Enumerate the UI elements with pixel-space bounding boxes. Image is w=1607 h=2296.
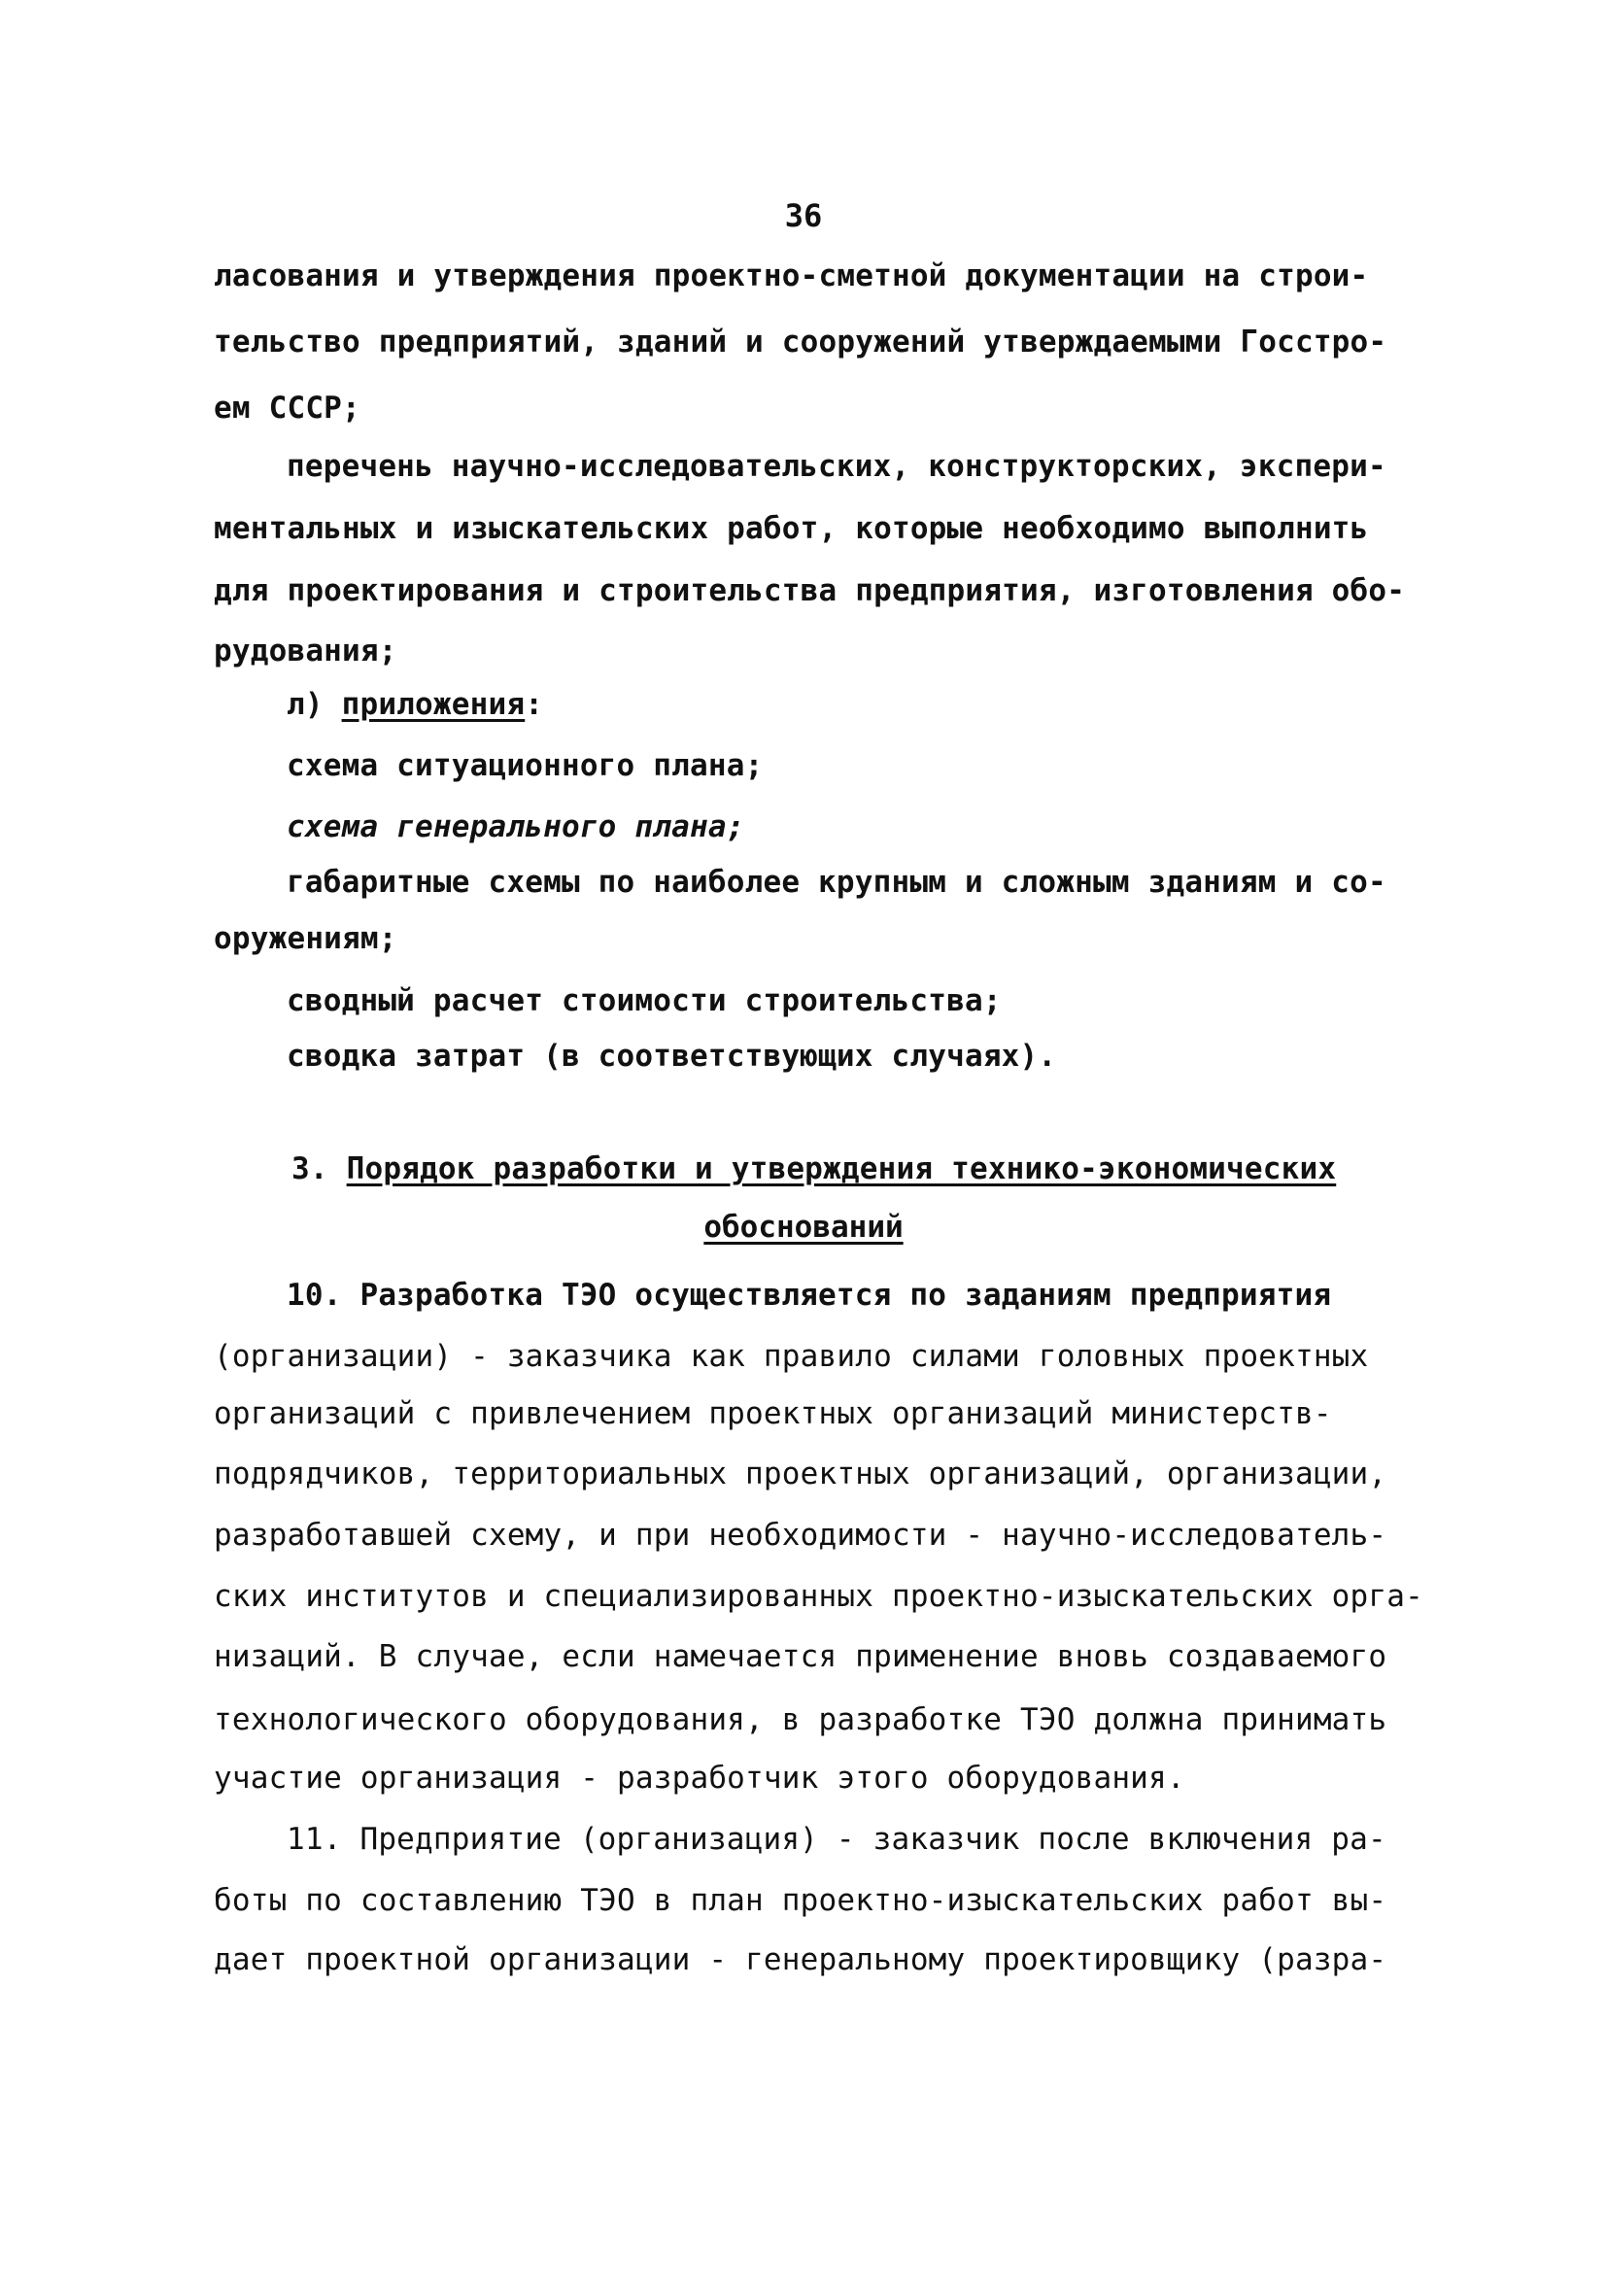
paragraph-line: организаций с привлечением проектных организаций министерств-: [214, 1396, 1332, 1431]
paragraph-line: разработавшей схему, и при необходимости - научно-исследователь-: [214, 1518, 1387, 1553]
section-number: 3.: [291, 1151, 347, 1186]
paragraph-line: ских институтов и специализированных проектно-изыскательских орга-: [214, 1579, 1423, 1614]
text-line: перечень научно-исследовательских, конструкторских, экспери-: [287, 449, 1386, 484]
text-line: для проектирования и строительства предприятия, изготовления обо-: [214, 573, 1406, 608]
appendix-item: сводный расчет стоимости строительства;: [287, 983, 1002, 1018]
appendix-item: сводка затрат (в соответствующих случаях).: [287, 1039, 1057, 1074]
appendix-item: схема ситуационного плана;: [287, 748, 764, 783]
section-title-continued: [0, 1208, 1607, 1247]
appendix-item: схема генерального плана;: [287, 809, 745, 844]
paragraph-line: дает проектной организации - генеральному проектировщику (разра-: [214, 1942, 1387, 1977]
text-line: оружениям;: [214, 921, 397, 956]
section-heading-line: [291, 1149, 1336, 1188]
text-line: ментальных и изыскательских работ, которые необходимо выполнить: [214, 511, 1369, 546]
paragraph-line: участие организация - разработчик этого оборудования.: [214, 1761, 1185, 1796]
paragraph-line: низаций. В случае, если намечается применение вновь создаваемого: [214, 1639, 1387, 1674]
section-title-line-2: обоснований: [703, 1210, 904, 1245]
appendix-heading-line: [287, 685, 543, 724]
page-number: 36: [784, 197, 823, 234]
appendix-heading: приложения: [341, 687, 526, 722]
paragraph-line: (организации) - заказчика как правило силами головных проектных: [214, 1339, 1369, 1374]
section-title: Порядок разработки и утверждения технико-экономических: [346, 1151, 1337, 1186]
appendix-colon: :: [525, 687, 544, 722]
paragraph-line: боты по составлению ТЭО в план проектно-изыскательских работ вы-: [214, 1883, 1387, 1918]
appendix-item: габаритные схемы по наиболее крупным и сложным зданиям и со-: [287, 865, 1386, 900]
paragraph-line: 10. Разработка ТЭО осуществляется по заданиям предприятия: [287, 1278, 1332, 1313]
text-line: ем СССР;: [214, 391, 360, 426]
text-line: тельство предприятий, зданий и сооружений утверждаемыми Госстро-: [214, 325, 1387, 360]
text-line: ласования и утверждения проектно-сметной документации на строи-: [214, 258, 1369, 293]
appendix-letter: л): [287, 687, 342, 722]
paragraph-line: подрядчиков, территориальных проектных организаций, организации,: [214, 1456, 1387, 1491]
paragraph-line: технологического оборудования, в разработке ТЭО должна принимать: [214, 1702, 1387, 1737]
paragraph-line: 11. Предприятие (организация) - заказчик после включения ра-: [287, 1822, 1386, 1857]
text-line: рудования;: [214, 634, 397, 668]
